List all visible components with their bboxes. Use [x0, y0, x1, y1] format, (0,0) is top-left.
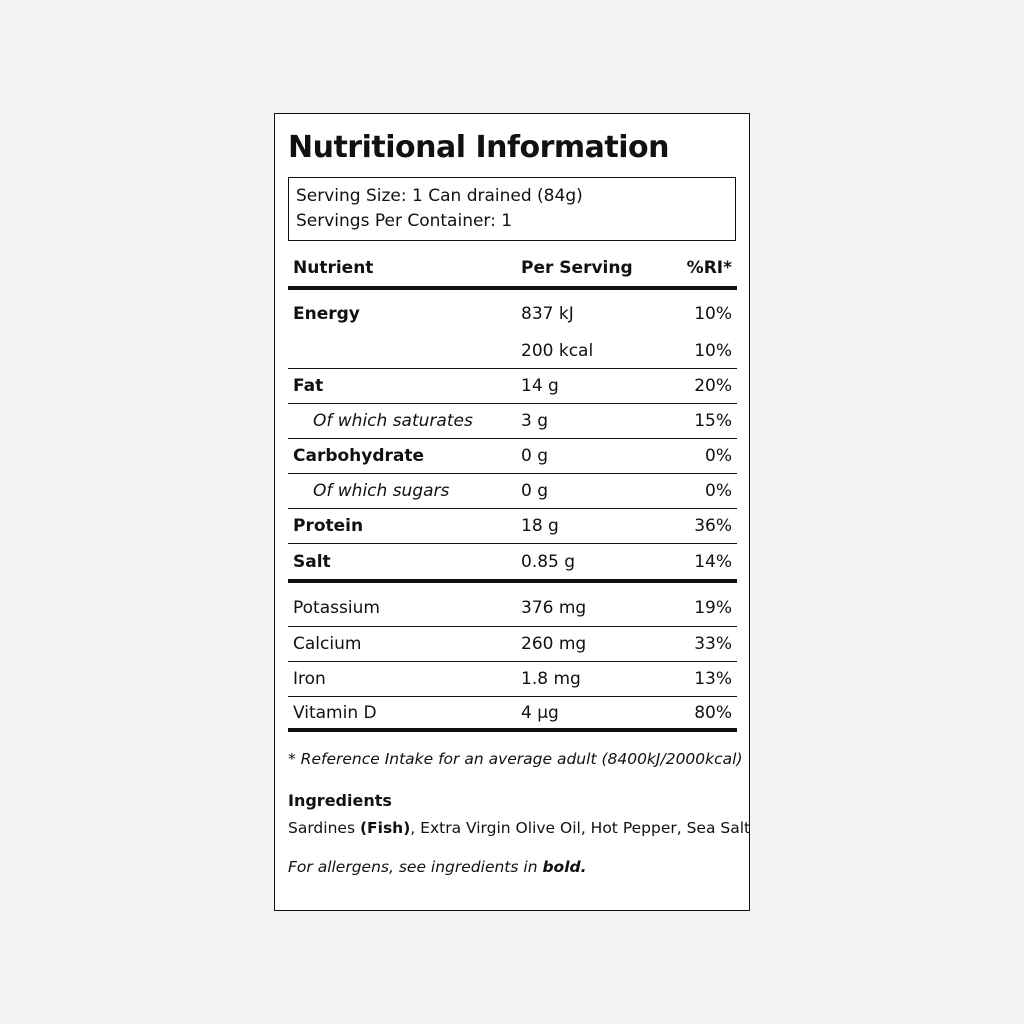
- nutrient-amount: 14 g: [521, 376, 559, 396]
- table-row-energy-kcal: [288, 334, 737, 369]
- nutrient-ri: 15%: [694, 411, 732, 431]
- table-row-carbohydrate: [288, 439, 737, 474]
- nutrient-ri: 19%: [694, 597, 732, 618]
- nutrient-amount: 18 g: [521, 516, 559, 536]
- nutrient-name: Calcium: [293, 634, 362, 654]
- nutrition-table: [288, 250, 737, 732]
- table-row-calcium: [288, 627, 737, 662]
- table-row-salt: [288, 544, 737, 583]
- ingredients-list: [288, 819, 750, 837]
- nutrient-amount: 837 kJ: [521, 304, 574, 324]
- nutrient-amount: 4 µg: [521, 702, 559, 723]
- label-title: Nutritional Information: [288, 130, 670, 165]
- table-row-protein: [288, 509, 737, 544]
- nutrient-amount: 3 g: [521, 411, 549, 431]
- nutrition-label: [274, 113, 750, 911]
- nutrient-amount: 200 kcal: [521, 341, 594, 361]
- nutrient-amount: 260 mg: [521, 634, 587, 654]
- reference-intake-footnote: * Reference Intake for an average adult (8400kJ/2000kcal): [288, 750, 743, 768]
- table-row-sugars: [288, 474, 737, 509]
- ingredients-title: Ingredients: [288, 791, 392, 810]
- nutrient-amount: 0 g: [521, 481, 549, 501]
- nutrient-name: Of which saturates: [313, 411, 473, 431]
- table-row-energy-kj: [288, 290, 737, 334]
- nutrient-name: Carbohydrate: [293, 446, 425, 466]
- header-per-serving: Per Serving: [521, 258, 633, 278]
- nutrient-name: Potassium: [293, 597, 380, 618]
- serving-size: Serving Size: 1 Can drained (84g): [296, 186, 583, 206]
- nutrient-ri: 13%: [694, 669, 732, 689]
- nutrient-ri: 10%: [694, 304, 732, 324]
- table-row-iron: [288, 662, 737, 697]
- ingredients-text-end: , Extra Virgin Olive Oil, Hot Pepper, Sea Salt: [410, 819, 751, 837]
- nutrient-amount: 0.85 g: [521, 551, 576, 572]
- nutrient-ri: 0%: [705, 446, 732, 466]
- header-nutrient: Nutrient: [293, 258, 374, 278]
- nutrient-amount: 0 g: [521, 446, 549, 466]
- nutrient-name: Energy: [293, 304, 360, 324]
- servings-per-container: Servings Per Container: 1: [296, 210, 513, 231]
- nutrient-ri: 36%: [694, 516, 732, 536]
- nutrient-name: Protein: [293, 516, 364, 536]
- allergen-ingredient: (Fish): [359, 819, 411, 837]
- header-ri: %RI*: [686, 258, 732, 278]
- nutrient-amount: 1.8 mg: [521, 669, 581, 689]
- table-row-saturates: [288, 404, 737, 439]
- ingredients-text-start: Sardines: [288, 819, 360, 837]
- nutrient-name: Vitamin D: [293, 702, 377, 723]
- nutrient-name: Of which sugars: [313, 481, 450, 501]
- nutrient-ri: 20%: [694, 376, 732, 396]
- nutrient-ri: 10%: [694, 341, 732, 361]
- nutrient-ri: 14%: [694, 551, 732, 572]
- nutrient-name: Fat: [293, 376, 324, 396]
- table-row-fat: [288, 369, 737, 404]
- serving-info-box: [288, 177, 736, 241]
- nutrient-amount: 376 mg: [521, 597, 587, 618]
- nutrient-ri: 33%: [694, 634, 732, 654]
- nutrient-name: Iron: [293, 669, 326, 689]
- table-row-vitamin-d: [288, 697, 737, 732]
- nutrient-name: Salt: [293, 551, 331, 572]
- nutrient-ri: 80%: [694, 702, 732, 723]
- allergen-note-bold: bold.: [542, 858, 587, 876]
- allergen-note-text: For allergens, see ingredients in: [288, 858, 543, 876]
- table-header-row: [288, 250, 737, 290]
- allergen-note: [288, 858, 587, 876]
- nutrient-ri: 0%: [705, 481, 732, 501]
- table-row-potassium: [288, 583, 737, 627]
